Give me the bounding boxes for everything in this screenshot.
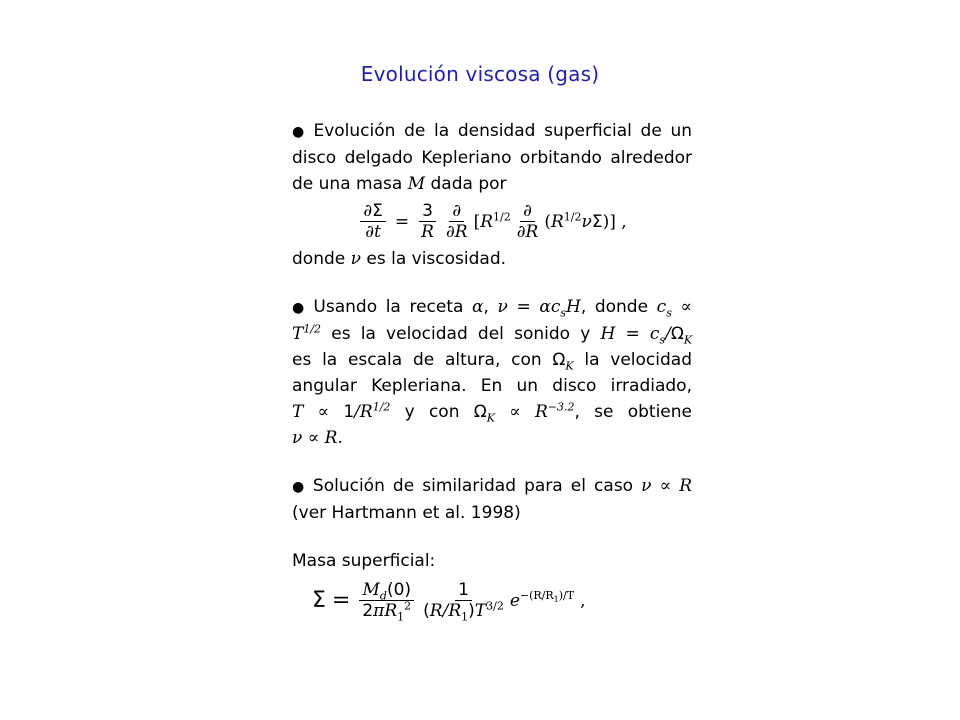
text-fragment: Evolución de la densidad superficial de un (313, 121, 693, 141)
math-inline: ν ∝ R. (292, 428, 343, 448)
text-line (292, 246, 692, 272)
text-line (292, 425, 692, 451)
fraction: $\frac{\partial}{\partial R}$ (516, 201, 539, 242)
text-fragment: es la velocidad del sonido y (331, 324, 591, 344)
paragraph-surface-mass (292, 548, 692, 624)
math-inline: M (407, 174, 426, 194)
math-inline: $T^{1/2}$ (292, 322, 322, 344)
fraction: $\frac{1}{(R/R_1)T^{3/2}}$ (423, 580, 504, 624)
text-fragment: y con (404, 402, 460, 422)
text-fragment: la velocidad (584, 350, 693, 370)
text-line: ● Usando la receta α, $\nu = \alpha c_sH$, donde $c_s$ ∝ (292, 297, 692, 320)
math-inline: ν ∝ R (641, 476, 692, 496)
text-fragment: es la viscosidad. (366, 249, 507, 269)
text-fragment: donde (292, 249, 346, 269)
bullet-icon: ● (292, 124, 308, 140)
text-line: angular Kepleriana. En un disco irradiado, (292, 376, 692, 396)
equation-diffusion: $\frac{\partial\Sigma}{\partial t}$ = $\frac{3}{R}$ $\frac{\partial}{\partial R}$ [$R^{1/2}$ $\frac{\partial}{\partial R}$ $(R^{1/2}\nu\Sigma)$] , (292, 201, 692, 242)
text-line (292, 171, 692, 197)
math-inline: $\Omega_K \propto R^{-3.2}$ (473, 400, 575, 425)
math-inline: ν (350, 249, 361, 269)
fraction: $\frac{3}{R}$ (418, 201, 437, 242)
slide-title: Evolución viscosa (gas) (360, 62, 600, 86)
bullet-icon: ● (292, 479, 307, 495)
math-inline: $c_s$ ∝ (656, 297, 692, 320)
fraction: $\frac{\partial\Sigma}{\partial t}$ (360, 201, 386, 242)
paragraph-alpha-recipe (292, 294, 692, 451)
text-line: Masa superficial: (292, 551, 436, 571)
math-inline: $H = c_s/\Omega_K$ (600, 324, 693, 347)
math-inline: $\Omega_K$ (552, 350, 574, 373)
text-fragment: Solución de similaridad para el caso (312, 476, 634, 496)
math-inline: $T \propto 1/R^{1/2}$ (292, 400, 391, 422)
math-inline: $\nu = \alpha c_sH$ (497, 297, 581, 320)
equation-surface-density: Σ = $\frac{M_d(0)}{2\pi R_1^2}$ $\frac{1}{(R/R_1)T^{3/2}}$ $e^{-(R/R_1)/T}$ , (312, 580, 586, 624)
paragraph-similarity-solution (292, 473, 692, 526)
text-line: disco delgado Kepleriano orbitando alrededor (292, 148, 692, 168)
text-fragment: de una masa (292, 174, 403, 194)
text-fragment: Usando la receta (313, 297, 464, 317)
text-fragment: es la escala de altura, con (292, 350, 542, 370)
text-line (292, 399, 692, 425)
text-line (292, 321, 692, 347)
text-fragment: donde (594, 297, 649, 317)
fraction: $\frac{\partial}{\partial R}$ (445, 201, 468, 242)
bullet-icon: ● (292, 300, 308, 316)
text-line (292, 347, 692, 373)
text-line: (ver Hartmann et al. 1998) (292, 503, 521, 523)
text-fragment: , se obtiene (574, 402, 692, 422)
math-inline: α (472, 297, 484, 317)
paragraph-viscous-evolution (292, 118, 692, 272)
text-line (292, 118, 692, 145)
text-line (292, 473, 692, 500)
fraction: $\frac{M_d(0)}{2\pi R_1^2}$ (359, 580, 414, 621)
slide-content (292, 118, 693, 624)
text-fragment: dada por (430, 174, 507, 194)
